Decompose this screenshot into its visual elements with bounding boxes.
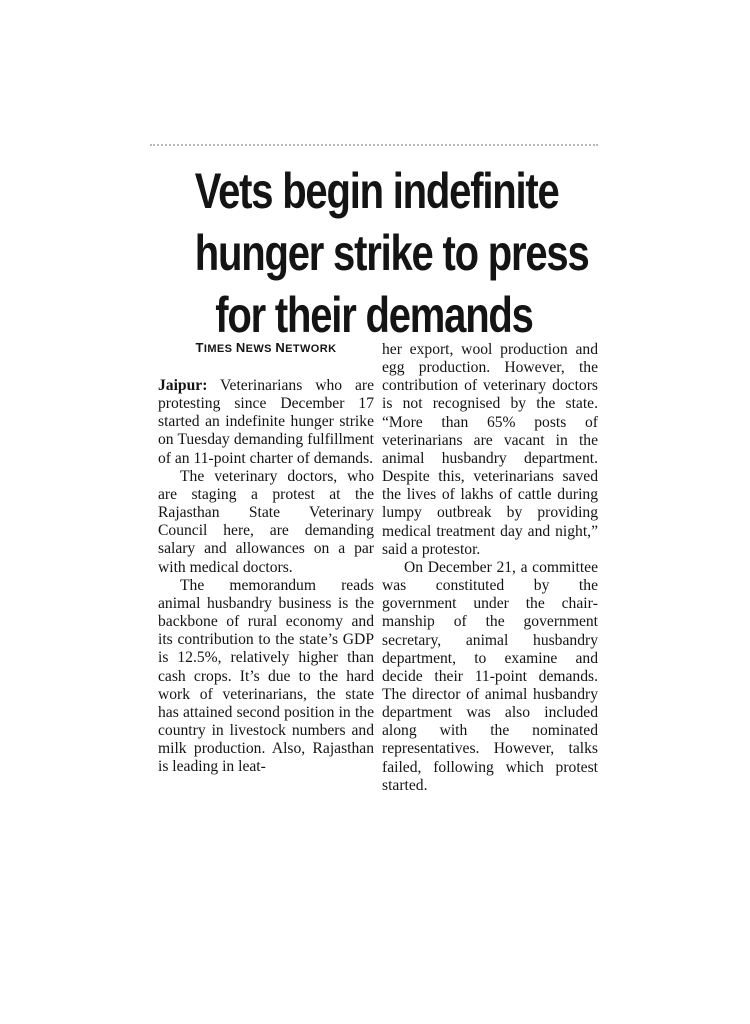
paragraph: her export, wool production and egg production. However, the contribution of veterinary doctors is not recognised by the state. “More than 65% posts of veterinarians are vacant in the animal husbandry department. Despite this, veterinarians saved the lives of lakhs of cattle during lumpy outbreak by providing medical treatment day and night,” said a protestor. [382, 341, 598, 558]
newspaper-clipping [150, 138, 598, 828]
dateline: Jaipur: [158, 377, 208, 394]
paragraph: The memorandum reads animal husbandry business is the backbone of rural economy and its contribution to the state’s GDP is 12.5%, relatively higher than cash crops. It’s due to the hard work of veterinarians, the state has attained second position in the country in livestock numbers and milk production. Also, Rajasthan is leading in leat- [158, 576, 374, 776]
headline-line: Vets begin indefinite [194, 163, 559, 219]
article-column-right [382, 341, 598, 795]
paragraph: The veterinary doctors, who are staging a protest at the Rajasthan State Veterinary Council here, are demanding salary and allowances on a par with medical doctors. [158, 467, 374, 576]
headline-line: hunger strike to press [194, 225, 589, 281]
headline-line: for their demands [215, 287, 533, 343]
paragraph: Jaipur: Veterinarians who are protesting since December 17 started an indefinite hunger strike on Tuesday demanding fulfillment of an 11-point charter of demands. [158, 377, 374, 467]
paragraph: On December 21, a committee was constituted by the government under the chairmanship of the government secretary, animal husbandry department, to examine and decide their 11-point demands. The director of animal husbandry department was also included along with the nominated representatives. However, talks failed, following which protest started. [382, 558, 598, 794]
dotted-divider [150, 144, 598, 146]
byline: TIMES NEWS NETWORK [195, 340, 337, 355]
article-column-left [158, 341, 374, 776]
headline [194, 160, 589, 346]
